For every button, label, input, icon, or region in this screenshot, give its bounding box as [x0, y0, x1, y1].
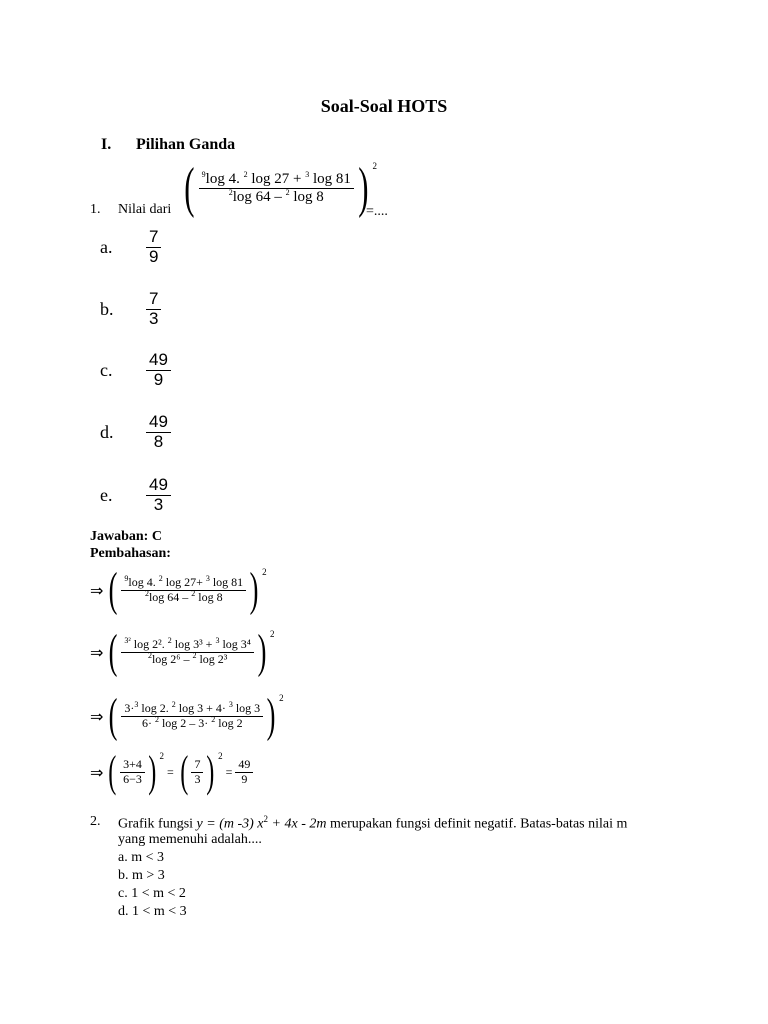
- q1-answer: Jawaban: C: [90, 529, 162, 544]
- q1-fraction: [199, 171, 354, 205]
- q2-line-2: yang memenuhi adalah....: [118, 832, 262, 847]
- q1-power: 2: [372, 161, 378, 171]
- q1-number: 1.: [90, 202, 101, 217]
- q1-option-b[interactable]: b. $\frac{7}{3}$: [100, 290, 161, 328]
- q2-option-c[interactable]: c. 1 < m < 2: [118, 886, 186, 901]
- q1-fraction-denominator: $^2$log 64 – $^2$ log 8: [228, 187, 324, 205]
- q1-option-e[interactable]: e. $\frac{49}{3}$: [100, 476, 171, 514]
- left-paren: (: [184, 157, 195, 219]
- q2-line-1: Grafik fungsi y = (m -3) $x^2 + 4x - 2m$ merupakan fungsi definit negatif. Batas-batas nilai m: [118, 814, 628, 832]
- q2-option-d[interactable]: d. 1 < m < 3: [118, 904, 187, 919]
- step-3: ⇒ ( $\frac{3\cdot^3 \log 2. ^2 \log 3 + 4\cdot ^3 \log 3}{6\cdot ^2 \log 2 - 3\cdot ^2 \log 2}$ ) 2: [90, 689, 284, 742]
- q1-expression: [180, 157, 378, 219]
- q1-discussion-label: Pembahasan:: [90, 546, 171, 561]
- q1-option-c[interactable]: c. $\frac{49}{9}$: [100, 351, 171, 389]
- q1-suffix: =....: [366, 204, 388, 219]
- q2-option-b[interactable]: b. m > 3: [118, 868, 165, 883]
- step-1: ⇒ ( $\frac{^9\log 4. ^2 \log 27+ ^3 \log 81}{^2\log 64 - ^2 \log 8}$ ) 2: [90, 563, 267, 616]
- q1-option-a[interactable]: a. $\frac{7}{9}$: [100, 228, 161, 266]
- q1-prompt: Nilai dari: [118, 202, 172, 217]
- section-numeral: I.: [101, 136, 112, 153]
- step-2: ⇒ ( $\frac{^{3^2} \log 2^2. ^2 \log 3^3 + ^3 \log 3^4}{^2\log 2^6 - ^2 \log 2^3}$ ) 2: [90, 625, 275, 678]
- page-title: Soal-Soal HOTS: [320, 96, 448, 116]
- q1-fraction-numerator: $^9$log 4. $^2$ log 27 + $^3$ log 81: [199, 171, 354, 189]
- section-heading: Pilihan Ganda: [136, 136, 236, 153]
- q1-option-d[interactable]: d. $\frac{49}{8}$: [100, 413, 171, 451]
- q2-option-a[interactable]: a. m < 3: [118, 850, 164, 865]
- right-paren: ): [358, 157, 369, 219]
- q2-number: 2.: [90, 814, 101, 829]
- step-final: ⇒ ( $\frac{3+4}{6-3}$ ) 2 = ( $\frac{7}{3}$ ) 2 = $\frac{49}{9}$: [90, 750, 253, 794]
